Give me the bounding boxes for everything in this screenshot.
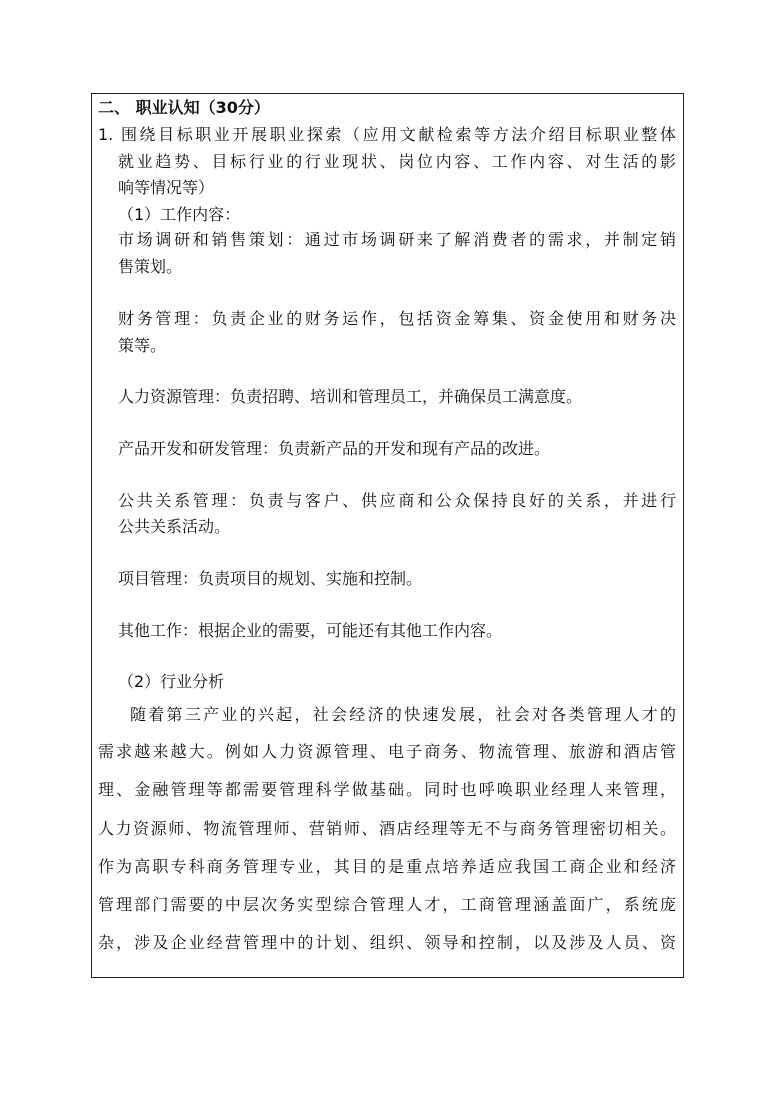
industry-line-5: 作为高职专科商务管理专业，其目的是重点培养适应我国工商企业和经济: [98, 857, 676, 876]
industry-line-3: 理、金融管理等都需要管理科学做基础。同时也呼唤职业经理人来管理，: [98, 780, 676, 799]
work-item-5-line-1: 公共关系管理：负责与客户、供应商和公众保持良好的关系，并进行: [118, 491, 676, 510]
work-item-5-line-2: 公共关系活动。: [118, 517, 231, 536]
work-item-2-line-2: 策等。: [118, 336, 167, 355]
work-item-1-line-2: 售策划。: [118, 257, 183, 276]
work-item-1-line-1: 市场调研和销售策划：通过市场调研来了解消费者的需求，并制定销: [118, 230, 676, 249]
work-item-3: 人力资源管理：负责招聘、培训和管理员工，并确保员工满意度。: [118, 387, 583, 406]
industry-line-4: 人力资源师、物流管理师、营销师、酒店经理等无不与商务管理密切相关。: [98, 819, 676, 838]
question-line-1: 1. 围绕目标职业开展职业探索（应用文献检索等方法介绍目标职业整体: [98, 125, 676, 144]
section-title: 二、 职业认知（30分）: [98, 98, 270, 117]
industry-heading: （2）行业分析: [118, 672, 225, 691]
question-line-2: 就业趋势、目标行业的行业现状、岗位内容、工作内容、对生活的影: [118, 152, 676, 171]
work-heading: （1）工作内容：: [118, 205, 241, 224]
question-line-3: 响等情况等）: [118, 178, 215, 197]
industry-line-1: 随着第三产业的兴起，社会经济的快速发展，社会对各类管理人才的: [130, 705, 676, 724]
industry-line-7: 杂，涉及企业经营管理中的计划、组织、领导和控制，以及涉及人员、资: [98, 933, 676, 952]
work-item-2-line-1: 财务管理：负责企业的财务运作，包括资金筹集、资金使用和财务决: [118, 309, 676, 328]
work-item-4: 产品开发和研发管理：负责新产品的开发和现有产品的改进。: [118, 439, 551, 458]
industry-line-6: 管理部门需要的中层次务实型综合管理人才，工商管理涵盖面广，系统庞: [98, 895, 676, 914]
work-item-7: 其他工作：根据企业的需要，可能还有其他工作内容。: [118, 621, 503, 640]
industry-line-2: 需求越来越大。例如人力资源管理、电子商务、物流管理、旅游和酒店管: [98, 742, 676, 761]
work-item-6: 项目管理：负责项目的规划、实施和控制。: [118, 569, 423, 588]
